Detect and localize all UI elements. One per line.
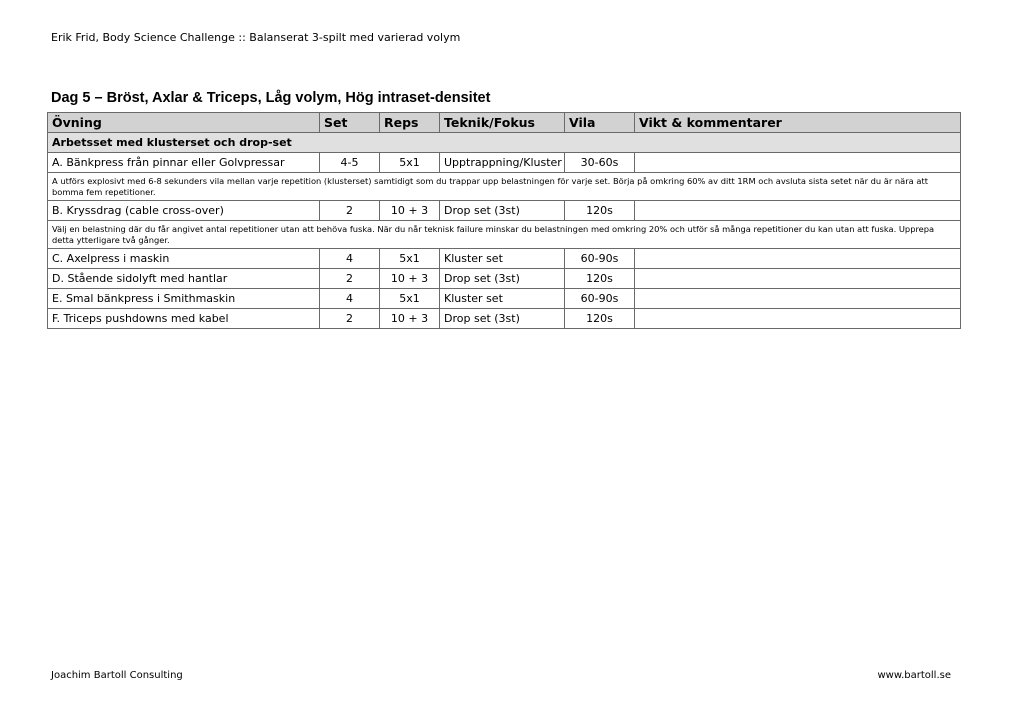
note-row [48, 221, 961, 249]
exercise-name: F. Triceps pushdowns med kabel [48, 309, 320, 329]
reps-cell: 10 + 3 [380, 201, 440, 221]
workout-table [47, 112, 961, 329]
column-header-rest: Vila [565, 113, 635, 133]
set-cell: 2 [320, 309, 380, 329]
footer-website-link[interactable]: www.bartoll.se [877, 670, 951, 681]
page-header: Erik Frid, Body Science Challenge :: Balanserat 3-spilt med varierad volym [51, 31, 461, 44]
rest-cell: 120s [565, 269, 635, 289]
table-header-row [48, 113, 961, 133]
reps-cell: 5x1 [380, 289, 440, 309]
column-header-reps: Reps [380, 113, 440, 133]
rest-cell: 120s [565, 201, 635, 221]
column-header-weight-comments: Vikt & kommentarer [635, 113, 961, 133]
set-cell: 4 [320, 289, 380, 309]
exercise-name: E. Smal bänkpress i Smithmaskin [48, 289, 320, 309]
technique-cell: Kluster set [440, 249, 565, 269]
section-title: Dag 5 – Bröst, Axlar & Triceps, Låg volym, Hög intraset-densitet [51, 90, 491, 106]
technique-cell: Drop set (3st) [440, 309, 565, 329]
exercise-name: C. Axelpress i maskin [48, 249, 320, 269]
exercise-name: D. Stående sidolyft med hantlar [48, 269, 320, 289]
technique-cell: Drop set (3st) [440, 201, 565, 221]
table-row [48, 249, 961, 269]
reps-cell: 10 + 3 [380, 269, 440, 289]
comment-cell[interactable] [635, 289, 961, 309]
column-header-set: Set [320, 113, 380, 133]
column-header-exercise: Övning [48, 113, 320, 133]
reps-cell: 5x1 [380, 153, 440, 173]
note-text: A utförs explosivt med 6-8 sekunders vila mellan varje repetition (klusterset) samtidigt som du trappar upp belastningen för varje set. Börja på omkring 60% av ditt 1RM och avsluta sista setet när du är nära att bomma fem repetitioner. [48, 173, 961, 201]
group-row [48, 133, 961, 153]
rest-cell: 120s [565, 309, 635, 329]
set-cell: 2 [320, 269, 380, 289]
rest-cell: 30-60s [565, 153, 635, 173]
group-label: Arbetsset med klusterset och drop-set [48, 133, 961, 153]
technique-cell: Upptrappning/Kluster [440, 153, 565, 173]
note-row [48, 173, 961, 201]
set-cell: 4 [320, 249, 380, 269]
comment-cell[interactable] [635, 153, 961, 173]
exercise-name: A. Bänkpress från pinnar eller Golvpressar [48, 153, 320, 173]
comment-cell[interactable] [635, 201, 961, 221]
comment-cell[interactable] [635, 249, 961, 269]
table-row [48, 269, 961, 289]
reps-cell: 5x1 [380, 249, 440, 269]
technique-cell: Kluster set [440, 289, 565, 309]
reps-cell: 10 + 3 [380, 309, 440, 329]
table-row [48, 289, 961, 309]
table-row [48, 309, 961, 329]
exercise-name: B. Kryssdrag (cable cross-over) [48, 201, 320, 221]
set-cell: 4-5 [320, 153, 380, 173]
technique-cell: Drop set (3st) [440, 269, 565, 289]
table-row [48, 153, 961, 173]
footer-company: Joachim Bartoll Consulting [51, 670, 183, 681]
table-row [48, 201, 961, 221]
rest-cell: 60-90s [565, 249, 635, 269]
note-text: Välj en belastning där du får angivet antal repetitioner utan att behöva fuska. När du når teknisk failure minskar du belastningen med omkring 20% och utför så många repetitioner du kan utan att fuska. Upprepa detta ytterligare två gånger. [48, 221, 961, 249]
column-header-technique: Teknik/Fokus [440, 113, 565, 133]
set-cell: 2 [320, 201, 380, 221]
comment-cell[interactable] [635, 269, 961, 289]
comment-cell[interactable] [635, 309, 961, 329]
rest-cell: 60-90s [565, 289, 635, 309]
